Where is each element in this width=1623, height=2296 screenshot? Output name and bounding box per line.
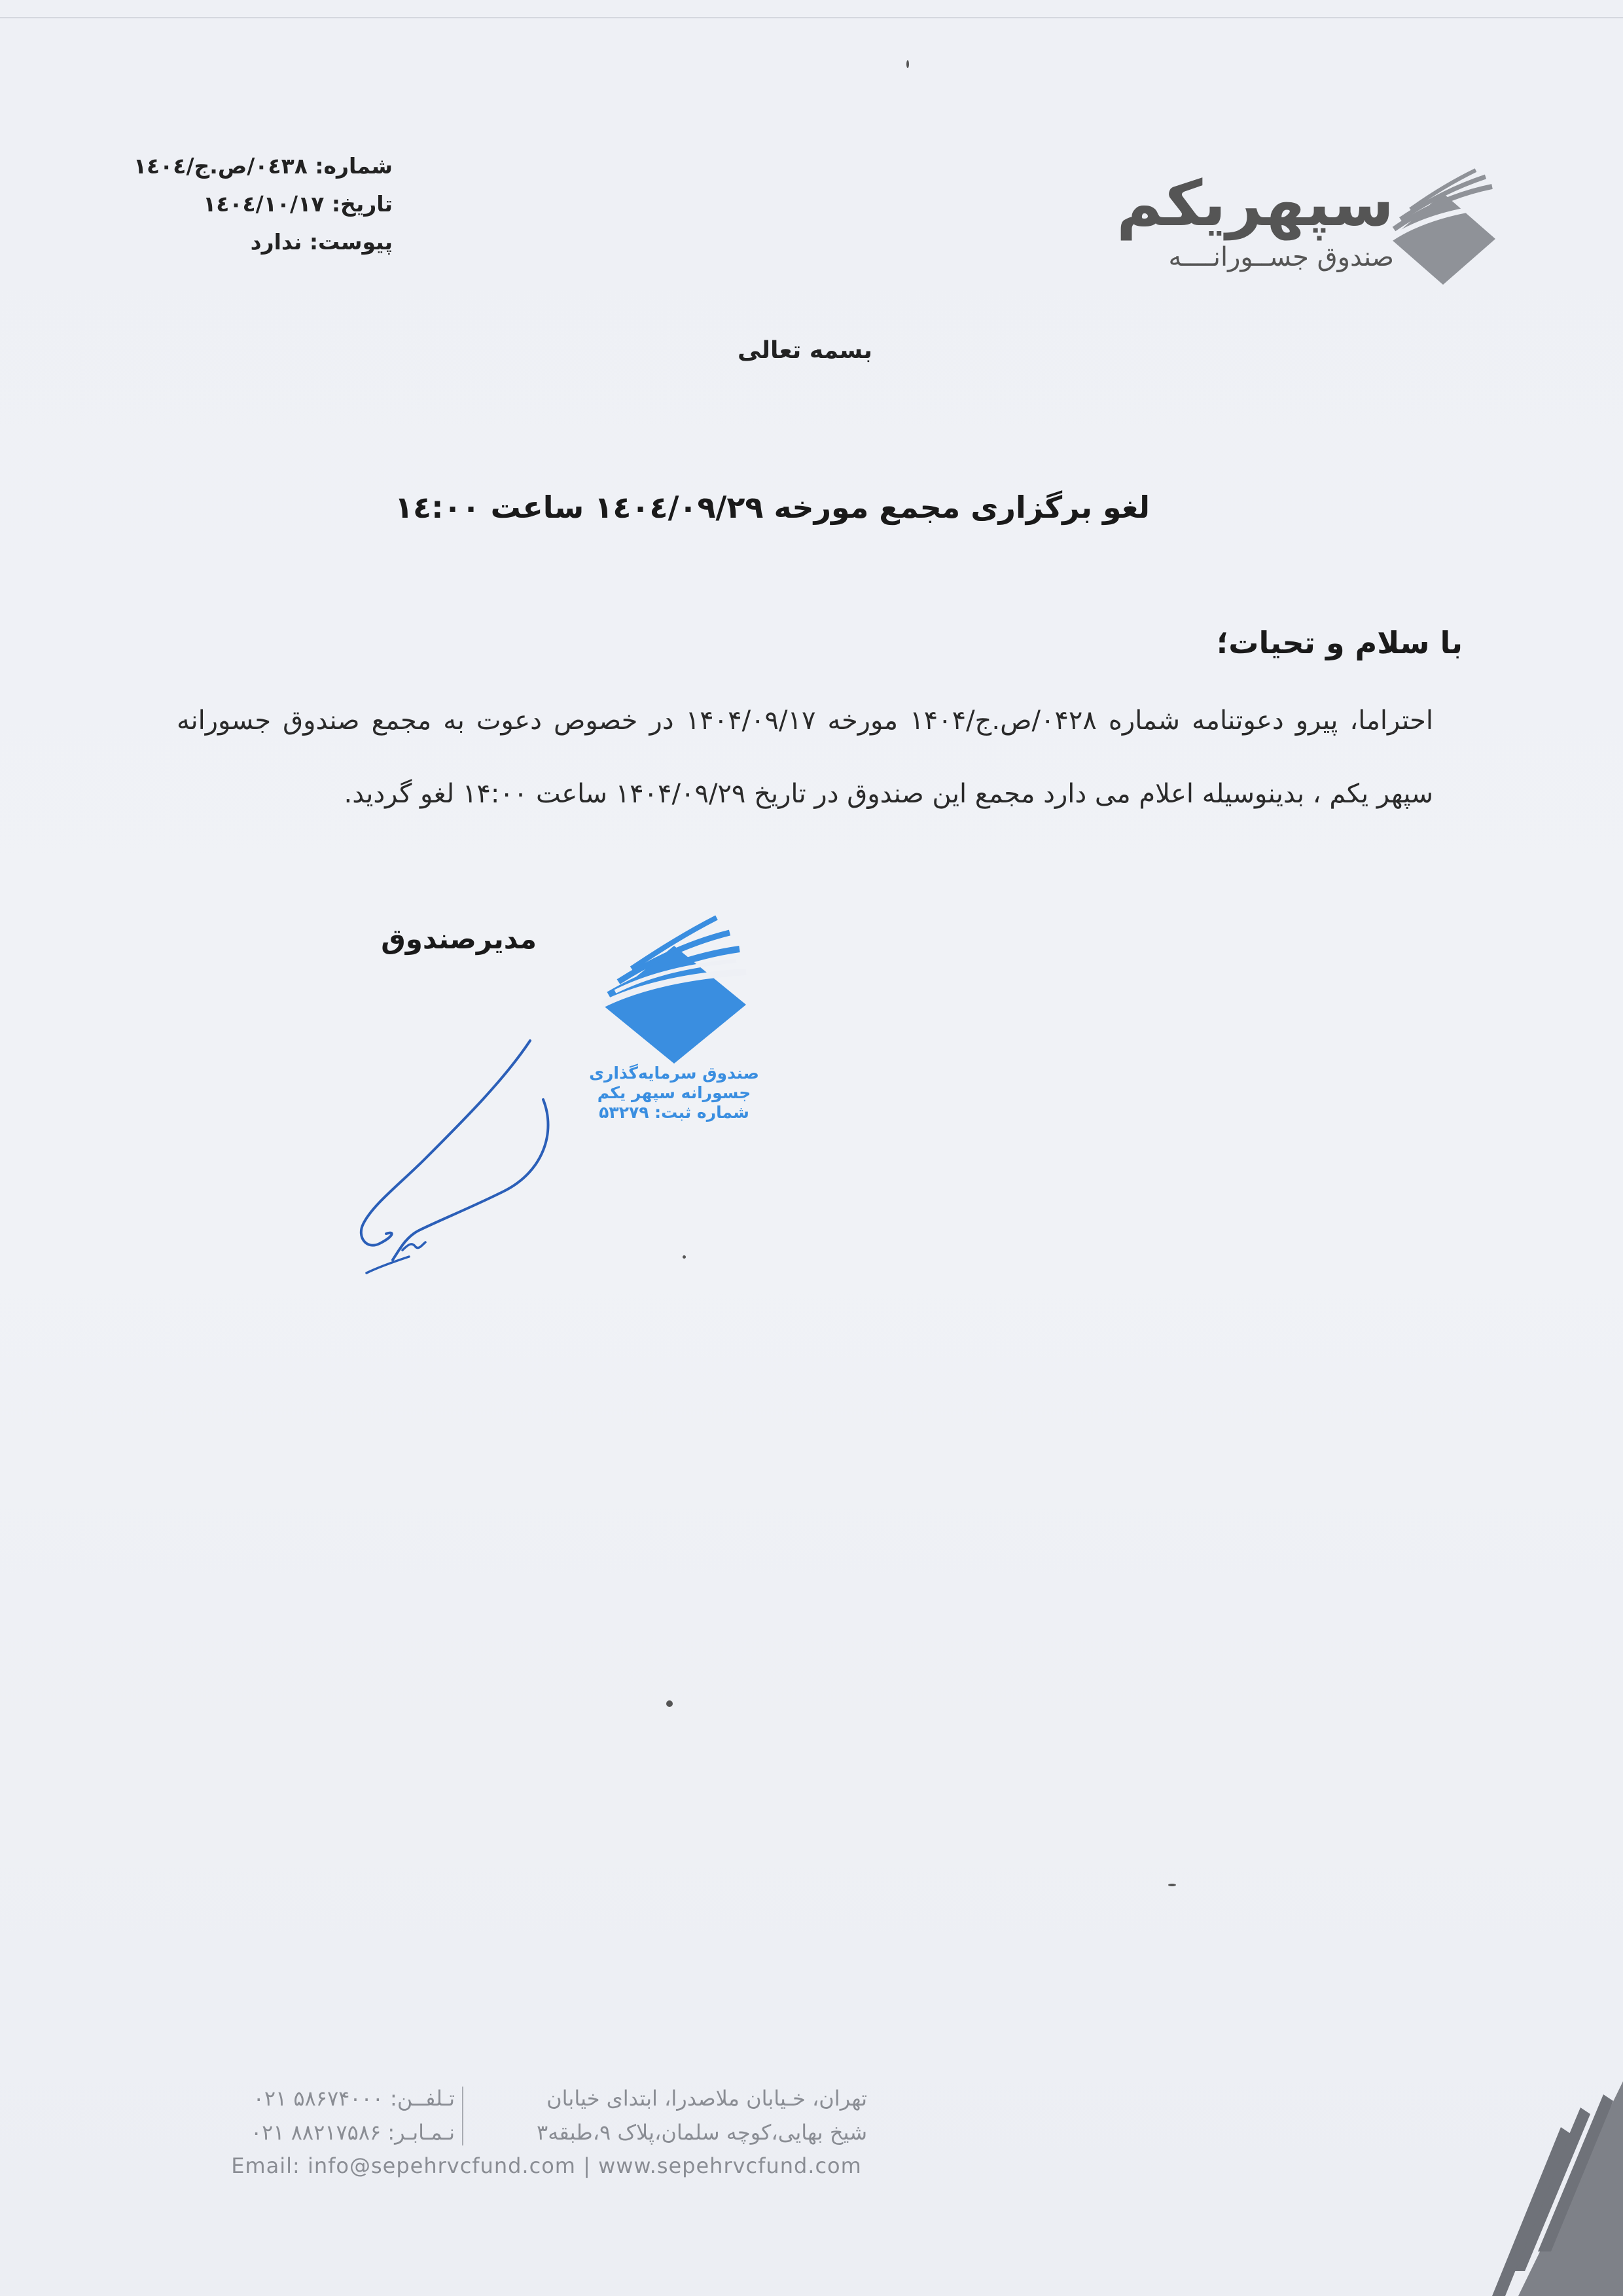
scan-speck [906, 60, 909, 68]
stamp-line-2: جسورانه سپهر یکم [597, 1083, 751, 1102]
logo-diamond-icon [1381, 167, 1505, 291]
letter-attachment: پیوست: ندارد [250, 229, 393, 255]
footer-divider [462, 2087, 463, 2145]
stamp-line-3: شماره ثبت: ۵۳۲۷۹ [599, 1103, 749, 1122]
basmala: بسمه تعالی [738, 337, 872, 364]
footer-address-line-2: شیخ بهایی،کوچه سلمان،پلاک ۹،طبقه۳ [537, 2120, 867, 2145]
corner-stripes-icon [1440, 2055, 1623, 2296]
scan-speck [1168, 1884, 1176, 1886]
footer-address-line-1: تهران، خـیابان ملاصدرا، ابتدای خیابان [546, 2086, 867, 2111]
letter-footer [196, 2081, 890, 2193]
scan-speck [683, 1255, 686, 1259]
footer-web: Email: info@sepehrvcfund.com | www.sepehrvcfund.com [231, 2153, 862, 2178]
footer-address [501, 2081, 867, 2149]
company-logo [1116, 154, 1544, 298]
logo-wordmark: سپهریکم [1116, 167, 1394, 240]
stamp-diamond-icon [589, 910, 759, 1064]
letter-greeting: با سلام و تحیات؛ [1216, 625, 1463, 660]
signer-title: مدیرصندوق [381, 923, 537, 955]
letter-date: تاریخ: ۱٤۰٤/۱۰/۱۷ [203, 191, 393, 217]
footer-contact [206, 2081, 455, 2149]
stamp-line-1: صندوق سرمایه‌گذاری [589, 1064, 759, 1083]
stamp-text [589, 1064, 759, 1122]
scan-edge [0, 17, 1623, 18]
company-stamp [589, 910, 759, 1152]
handwritten-signature [347, 1034, 556, 1283]
footer-phone: تـلفــن: ۵۸۶۷۴۰۰۰ ۰۲۱ [253, 2086, 455, 2111]
letter-subject: لغو برگزاری مجمع مورخه ۱٤۰٤/۰۹/۲۹ ساعت ۱٤:۰۰ [394, 490, 1150, 525]
scan-speck [666, 1700, 673, 1707]
letter-number: شماره: ۰٤۳۸/ص.ج/۱٤۰٤ [133, 153, 393, 179]
letter-meta [105, 147, 393, 261]
letter-body: احتراما، پیرو دعوتنامه شماره ۰۴۲۸/ص.ج/۱۴۰۴ مورخه ۱۴۰۴/۰۹/۱۷ در خصوص دعوت به مجمع صندوق جسورانه سپهر یکم ، بدینوسیله اعلام می دارد مجمع این صندوق در تاریخ ۱۴۰۴/۰۹/۲۹ ساعت ۱۴:۰۰ لغو گردید. [177, 706, 1433, 809]
logo-subtitle: صندوق جســورانــــه [1168, 242, 1394, 272]
footer-fax: نـمـابـر: ۸۸۲۱۷۵۸۶ ۰۲۱ [250, 2120, 455, 2145]
